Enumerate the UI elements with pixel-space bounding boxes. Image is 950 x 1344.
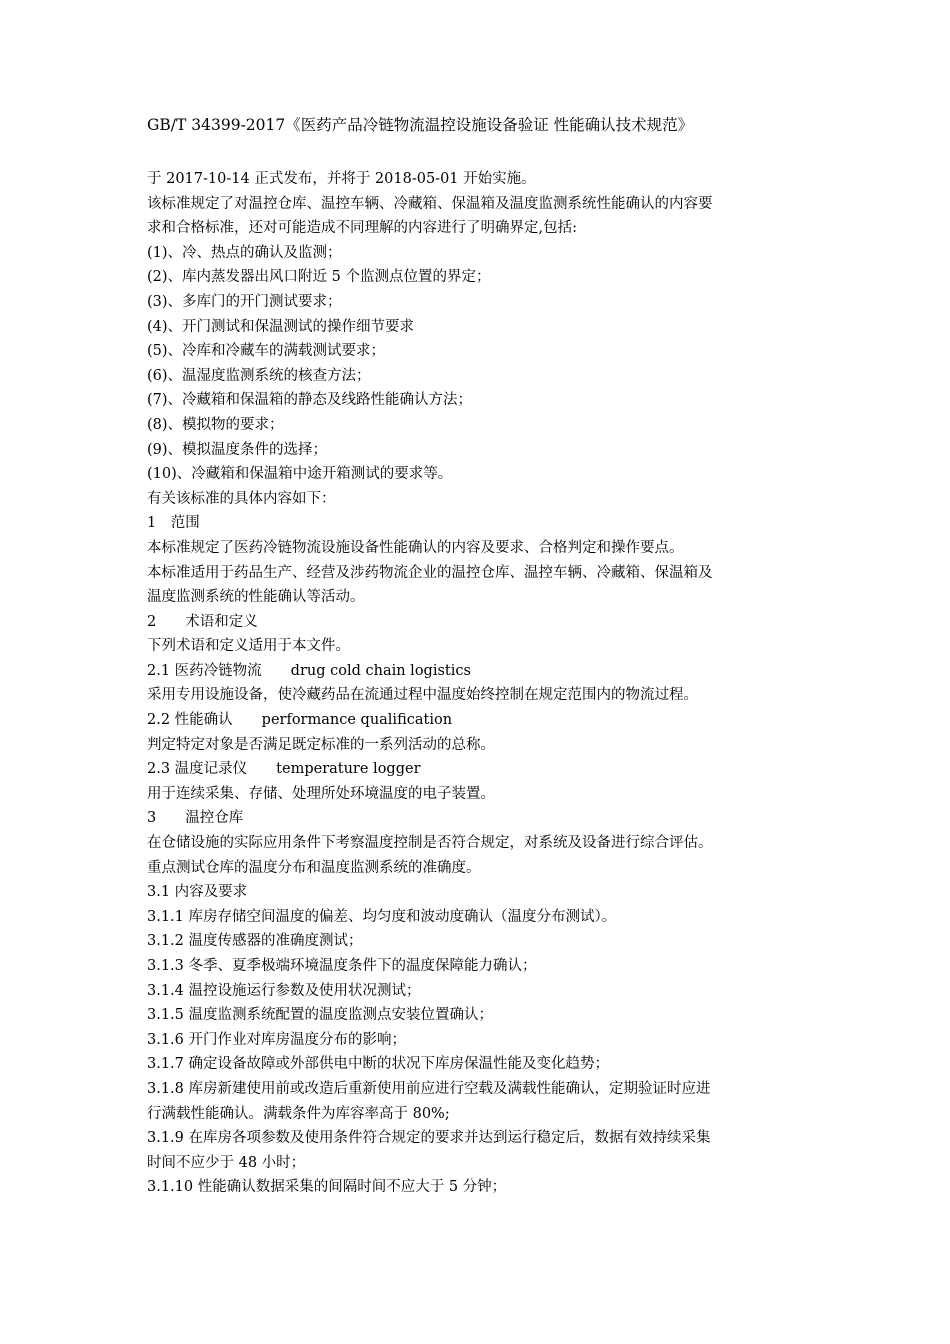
text-line: 下列术语和定义适用于本文件。 [147,638,350,655]
clause-item: 3.1.9 在库房各项参数及使用条件符合规定的要求并达到运行稳定后，数据有效持续采集 [147,1130,711,1147]
text-line: 用于连续采集、存储、处理所处环境温度的电子装置。 [147,785,495,802]
text-line: 有关该标准的具体内容如下： [147,490,336,507]
list-item: (6)、温湿度监测系统的核查方法； [147,367,371,384]
section-heading: 2 术语和定义 [147,613,258,630]
list-item: (5)、冷库和冷藏车的满载测试要求； [147,343,386,360]
text-line: 重点测试仓库的温度分布和温度监测系统的准确度。 [147,859,481,876]
clause-item: 3.1.3 冬季、夏季极端环境温度条件下的温度保障能力确认； [147,958,537,974]
clause-item: 3.1.4 温控设施运行参数及使用状况测试； [147,982,421,999]
list-item: (1)、冷、热点的确认及监测； [147,244,342,261]
list-item: (2)、库内蒸发器出风口附近 5 个监测点位置的界定； [147,269,491,286]
text-line: 本标准适用于药品生产、经营及涉药物流企业的温控仓库、温控车辆、冷藏箱、保温箱及 [147,564,713,581]
list-item: (4)、开门测试和保温测试的操作细节要求 [147,318,415,335]
term-heading: 2.2 性能确认 performance qualification [147,712,453,729]
list-item: (7)、冷藏箱和保温箱的静态及线路性能确认方法； [147,392,473,409]
clause-item: 3.1.6 开门作业对库房温度分布的影响； [147,1031,407,1048]
document-body [147,167,807,1200]
clause-item: 时间不应少于 48 小时； [147,1154,306,1171]
list-item: (8)、模拟物的要求； [147,416,284,433]
clause-item: 行满载性能确认。满载条件为库容率高于 80%; [147,1105,450,1122]
list-item: (10)、冷藏箱和保温箱中途开箱测试的要求等。 [147,466,453,483]
clause-item: 3.1.8 库房新建使用前或改造后重新使用前应进行空载及满载性能确认，定期验证时应进 [147,1080,711,1097]
text-line: 判定特定对象是否满足既定标准的一系列活动的总称。 [147,736,495,753]
text-line: 该标准规定了对温控仓库、温控车辆、冷藏箱、保温箱及温度监测系统性能确认的内容要 [147,195,713,212]
document-title: GB/T 34399-2017《医药产品冷链物流温控设施设备验证 性能确认技术规范》 [147,116,694,134]
text-line: 本标准规定了医药冷链物流设施设备性能确认的内容及要求、合格判定和操作要点。 [147,539,684,556]
clause-item: 3.1.10 性能确认数据采集的间隔时间不应大于 5 分钟； [147,1179,507,1196]
text-line: 于 2017-10-14 正式发布，并将于 2018-05-01 开始实施。 [147,171,536,187]
clause-item: 3.1.2 温度传感器的准确度测试； [147,933,363,950]
term-heading: 2.3 温度记录仪 temperature logger [147,761,421,778]
section-heading: 3 温控仓库 [147,810,244,827]
list-item: (9)、模拟温度条件的选择； [147,441,328,458]
clause-item: 3.1.5 温度监测系统配置的温度监测点安装位置确认； [147,1007,494,1024]
text-line: 采用专用设施设备，使冷藏药品在流通过程中温度始终控制在规定范围内的物流过程。 [147,687,698,704]
list-item: (3)、多库门的开门测试要求； [147,293,342,310]
text-line: 求和合格标准，还对可能造成不同理解的内容进行了明确界定,包括: [147,220,577,237]
text-line: 在仓储设施的实际应用条件下考察温度控制是否符合规定，对系统及设备进行综合评估。 [147,835,713,852]
clause-item: 3.1.7 确定设备故障或外部供电中断的状况下库房保温性能及变化趋势； [147,1056,610,1073]
term-heading: 2.1 医药冷链物流 drug cold chain logistics [147,662,471,679]
section-heading: 1 范围 [147,515,200,532]
text-line: 温度监测系统的性能确认等活动。 [147,589,365,606]
subsection-heading: 3.1 内容及要求 [147,884,248,901]
clause-item: 3.1.1 库房存储空间温度的偏差、均匀度和波动度确认（温度分布测试）。 [147,908,617,925]
